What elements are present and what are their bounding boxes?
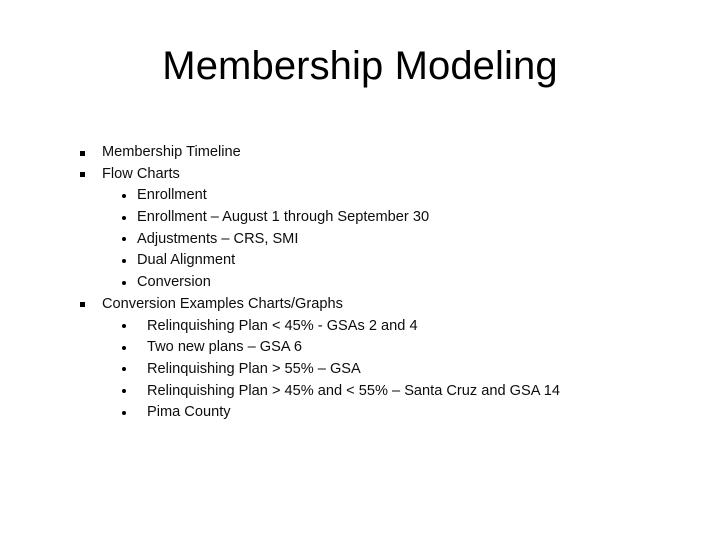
list-item: [0, 359, 720, 381]
list-item-label: Relinquishing Plan < 45% - GSAs 2 and 4: [147, 317, 418, 334]
round-bullet-icon: [122, 237, 126, 241]
round-bullet-icon: [122, 346, 126, 350]
list-item: [0, 185, 720, 207]
outline-body: [0, 142, 720, 424]
list-item-label: Enrollment – August 1 through September 30: [137, 209, 430, 226]
list-item-label: Dual Alignment: [137, 252, 236, 269]
square-bullet-icon: [80, 302, 85, 307]
list-item: [0, 164, 720, 186]
list-item: [0, 316, 720, 338]
list-item: [0, 294, 720, 316]
list-item: [0, 229, 720, 251]
page-title: Membership Modeling: [162, 44, 558, 88]
list-item: [0, 337, 720, 359]
round-bullet-icon: [122, 411, 126, 415]
list-item-label: Adjustments – CRS, SMI: [137, 230, 299, 247]
round-bullet-icon: [122, 367, 126, 371]
square-bullet-icon: [80, 172, 85, 177]
list-item-label: Flow Charts: [102, 165, 180, 182]
list-item: [0, 250, 720, 272]
list-item: [0, 381, 720, 403]
list-item-label: Two new plans – GSA 6: [147, 339, 302, 356]
round-bullet-icon: [122, 259, 126, 263]
list-item-label: Relinquishing Plan > 55% – GSA: [147, 360, 361, 377]
list-item-label: Enrollment: [137, 187, 207, 204]
list-item-label: Relinquishing Plan > 45% and < 55% – Santa Cruz and GSA 14: [147, 382, 560, 399]
square-bullet-icon: [80, 151, 85, 156]
list-item: [0, 142, 720, 164]
round-bullet-icon: [122, 281, 126, 285]
list-item-label: Membership Timeline: [102, 144, 241, 160]
round-bullet-icon: [122, 194, 126, 198]
list-item: [0, 272, 720, 294]
round-bullet-icon: [122, 324, 126, 328]
round-bullet-icon: [122, 389, 126, 393]
list-item: [0, 207, 720, 229]
list-item-label: Conversion Examples Charts/Graphs: [102, 295, 343, 312]
list-item-label: Conversion: [137, 274, 211, 291]
list-item: [0, 402, 720, 424]
round-bullet-icon: [122, 216, 126, 220]
list-item-label: Pima County: [147, 404, 231, 421]
